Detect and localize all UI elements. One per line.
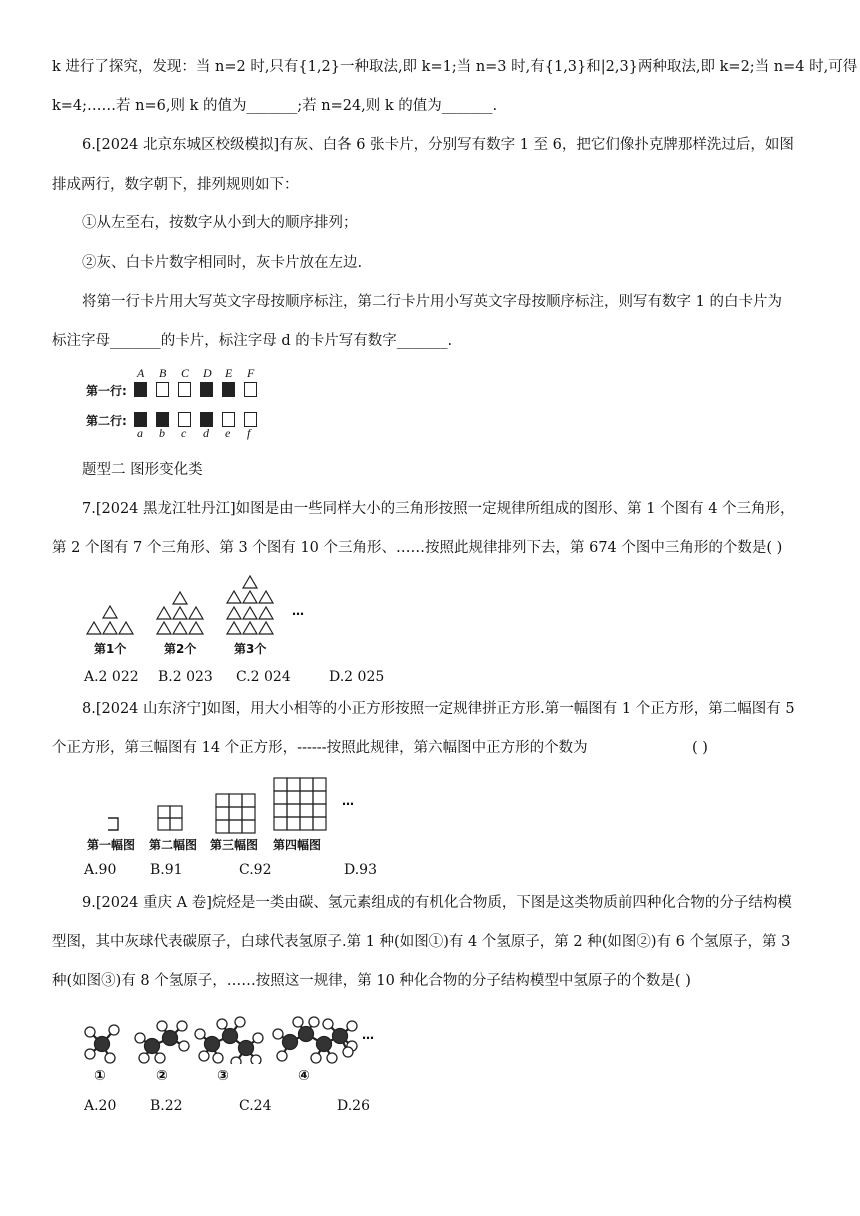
grid-square: [300, 791, 313, 804]
hydrogen-atom: [199, 1051, 209, 1061]
option-a: A.2 022: [84, 669, 139, 685]
carbon-atom: [163, 1031, 178, 1046]
hydrogen-atom: [231, 1057, 241, 1064]
grid-square: [313, 791, 326, 804]
option-a: A.20: [84, 1098, 117, 1114]
grid-square: [216, 794, 229, 807]
grid-square: [274, 817, 287, 830]
card-letter-upper: D: [203, 366, 212, 380]
ellipsis: …: [292, 604, 304, 618]
triangle-shape: [157, 622, 171, 634]
hydrogen-atom: [277, 1051, 287, 1061]
carbon-atom: [299, 1027, 314, 1042]
grid-square: [313, 804, 326, 817]
grid-square: [108, 818, 118, 830]
card-letter-upper: C: [181, 366, 190, 380]
figure-label: ③: [217, 1068, 229, 1084]
card-letter-upper: A: [137, 366, 145, 380]
grid-square: [313, 778, 326, 791]
grid-square: [170, 806, 182, 818]
triangle-shape: [87, 622, 101, 634]
hydrogen-atom: [155, 1053, 165, 1063]
triangle-shape: [243, 576, 257, 588]
figure-label: ①: [94, 1068, 106, 1084]
question-8: 8.[2024 山东济宁]如图，用大小相等的小正方形按照一定规律拼正方形.第一幅图有 1 个正方形，第二幅图有 5: [82, 701, 795, 717]
option-b: B.22: [150, 1098, 183, 1114]
card-letter-lower: e: [225, 426, 231, 440]
option-c: C.2 024: [236, 669, 291, 685]
card-letter-lower: b: [159, 426, 165, 440]
hydrogen-atom: [135, 1033, 145, 1043]
figure-label: ④: [298, 1068, 310, 1084]
triangle-shape: [243, 607, 257, 619]
grid-square: [287, 804, 300, 817]
hydrogen-atom: [251, 1055, 261, 1064]
question-7: 7.[2024 黑龙江牡丹江]如图是由一些同样大小的三角形按照一定规律所组成的图形、第 1 个图有 4 个三角形，: [82, 501, 795, 517]
card-letter-lower: d: [203, 426, 209, 440]
molecule-pattern-figure: [84, 1008, 384, 1064]
figure-label: 第1个: [94, 642, 127, 656]
carbon-atom: [205, 1037, 220, 1052]
carbon-atom: [317, 1037, 332, 1052]
white-card: [244, 412, 257, 427]
card-letter-upper: E: [225, 366, 233, 380]
grid-square: [242, 820, 255, 833]
triangle-shape: [157, 607, 171, 619]
gray-card: [156, 412, 169, 427]
text-line: k 进行了探究，发现：当 n=2 时,只有{1,2}一种取法,即 k=1;当 n=3 时,有{1,3}和|2,3}两种取法,即 k=2;当 n=4 时,可得: [52, 59, 858, 75]
hydrogen-atom: [217, 1019, 227, 1029]
hydrogen-atom: [157, 1021, 167, 1031]
white-card: [178, 412, 191, 427]
hydrogen-atom: [85, 1027, 95, 1037]
square-pattern-figure: [84, 774, 364, 834]
triangle-shape: [227, 622, 241, 634]
grid-square: [287, 778, 300, 791]
triangle-shape: [119, 622, 133, 634]
hydrogen-atom: [213, 1053, 223, 1063]
hydrogen-atom: [179, 1041, 189, 1051]
gray-card: [134, 412, 147, 427]
text-line: 型图，其中灰球代表碳原子，白球代表氢原子.第 1 种(如图①)有 4 个氢原子，第 2 种(如图②)有 6 个氢原子，第 3: [52, 934, 791, 950]
hydrogen-atom: [343, 1047, 353, 1057]
hydrogen-atom: [253, 1033, 263, 1043]
white-card: [244, 382, 257, 397]
text-line: 第 2 个图有 7 个三角形、第 3 个图有 10 个三角形、……按照此规律排列下去，第 674 个图中三角形的个数是( ): [52, 540, 783, 556]
triangle-shape: [173, 622, 187, 634]
answer-bracket: ( ): [692, 740, 708, 756]
grid-square: [216, 820, 229, 833]
hydrogen-atom: [309, 1017, 319, 1027]
grid-square: [216, 807, 229, 820]
option-b: B.91: [150, 862, 183, 878]
text-line: 排成两行，数字朝下，排列规则如下：: [52, 177, 299, 193]
triangle-shape: [189, 607, 203, 619]
triangle-shape: [243, 622, 257, 634]
card-letter-lower: a: [137, 426, 143, 440]
text-line: k=4;……若 n=6,则 k 的值为_______;若 n=24,则 k 的值为_______.: [52, 98, 498, 114]
carbon-atom: [145, 1039, 160, 1054]
figure-label: 第2个: [164, 642, 197, 656]
option-b: B.2 023: [158, 669, 213, 685]
carbon-atom: [333, 1029, 348, 1044]
hydrogen-atom: [323, 1019, 333, 1029]
gray-card: [200, 382, 213, 397]
hydrogen-atom: [85, 1049, 95, 1059]
option-c: C.24: [239, 1098, 272, 1114]
white-card: [222, 412, 235, 427]
figure-label: 第四幅图: [273, 838, 322, 852]
hydrogen-atom: [139, 1053, 149, 1063]
grid-square: [300, 817, 313, 830]
card-letter-lower: c: [181, 426, 187, 440]
text-line: 将第一行卡片用大写英文字母按顺序标注，第二行卡片用小写英文字母按顺序标注，则写有数字 1 的白卡片为: [82, 294, 782, 310]
triangle-shape: [173, 607, 187, 619]
triangle-shape: [243, 591, 257, 603]
section-heading: 题型二 图形变化类: [82, 462, 203, 478]
white-card: [178, 382, 191, 397]
hydrogen-atom: [235, 1017, 245, 1027]
carbon-atom: [95, 1037, 110, 1052]
hydrogen-atom: [311, 1053, 321, 1063]
triangle-shape: [227, 591, 241, 603]
hydrogen-atom: [177, 1021, 187, 1031]
triangle-shape: [259, 591, 273, 603]
hydrogen-atom: [273, 1029, 283, 1039]
triangle-shape: [189, 622, 203, 634]
grid-square: [300, 778, 313, 791]
option-a: A.90: [84, 862, 117, 878]
option-d: D.93: [344, 862, 377, 878]
text-line: 标注字母_______的卡片，标注字母 d 的卡片写有数字_______.: [52, 333, 453, 349]
text-line: 个正方形，第三幅图有 14 个正方形，------按照此规律，第六幅图中正方形的个数为: [52, 740, 588, 756]
ellipsis: …: [362, 1028, 374, 1042]
grid-square: [170, 818, 182, 830]
carbon-atom: [239, 1041, 254, 1056]
grid-square: [287, 791, 300, 804]
grid-square: [229, 794, 242, 807]
figure-label: ②: [156, 1068, 168, 1084]
hydrogen-atom: [347, 1021, 357, 1031]
figure-label: 第3个: [234, 642, 267, 656]
hydrogen-atom: [327, 1053, 337, 1063]
option-d: D.26: [337, 1098, 370, 1114]
option-d: D.2 025: [329, 669, 385, 685]
gray-card: [222, 382, 235, 397]
figure-label: 第一幅图: [87, 838, 136, 852]
triangle-shape: [227, 607, 241, 619]
card-figure: [86, 366, 266, 442]
gray-card: [200, 412, 213, 427]
card-letter-upper: B: [159, 366, 167, 380]
row2-label: 第二行:: [86, 414, 127, 428]
text-line: 种(如图③)有 8 个氢原子，……按照这一规律，第 10 种化合物的分子结构模型中氢原子的个数是( ): [52, 973, 691, 989]
question-6: 6.[2024 北京东城区校级模拟]有灰、白各 6 张卡片，分别写有数字 1 至 6，把它们像扑克牌那样洗过后，如图: [82, 137, 794, 153]
ellipsis: …: [342, 794, 354, 808]
grid-square: [158, 806, 170, 818]
grid-square: [242, 807, 255, 820]
hydrogen-atom: [109, 1025, 119, 1035]
white-card: [156, 382, 169, 397]
hydrogen-atom: [195, 1029, 205, 1039]
rule-2: ②灰、白卡片数字相同时，灰卡片放在左边.: [82, 255, 363, 271]
gray-card: [134, 382, 147, 397]
triangle-shape: [259, 622, 273, 634]
grid-square: [242, 794, 255, 807]
question-9: 9.[2024 重庆 A 卷]烷烃是一类由碳、氢元素组成的有机化合物质，下图是这类物质前四种化合物的分子结构模: [82, 895, 792, 911]
triangle-shape: [173, 592, 187, 604]
grid-square: [229, 820, 242, 833]
hydrogen-atom: [293, 1017, 303, 1027]
grid-square: [300, 804, 313, 817]
grid-square: [274, 778, 287, 791]
triangle-shape: [259, 607, 273, 619]
grid-square: [274, 804, 287, 817]
card-letter-lower: f: [247, 426, 251, 440]
grid-square: [313, 817, 326, 830]
figure-label: 第三幅图: [210, 838, 259, 852]
row1-label: 第一行:: [86, 384, 127, 398]
hydrogen-atom: [105, 1053, 115, 1063]
carbon-atom: [223, 1029, 238, 1044]
grid-square: [158, 818, 170, 830]
option-c: C.92: [239, 862, 272, 878]
grid-square: [274, 791, 287, 804]
grid-square: [287, 817, 300, 830]
figure-label: 第二幅图: [149, 838, 198, 852]
triangle-shape: [103, 606, 117, 618]
triangle-shape: [103, 622, 117, 634]
carbon-atom: [283, 1035, 298, 1050]
rule-1: ①从左至右，按数字从小到大的顺序排列；: [82, 215, 358, 231]
card-letter-upper: F: [247, 366, 255, 380]
grid-square: [229, 807, 242, 820]
